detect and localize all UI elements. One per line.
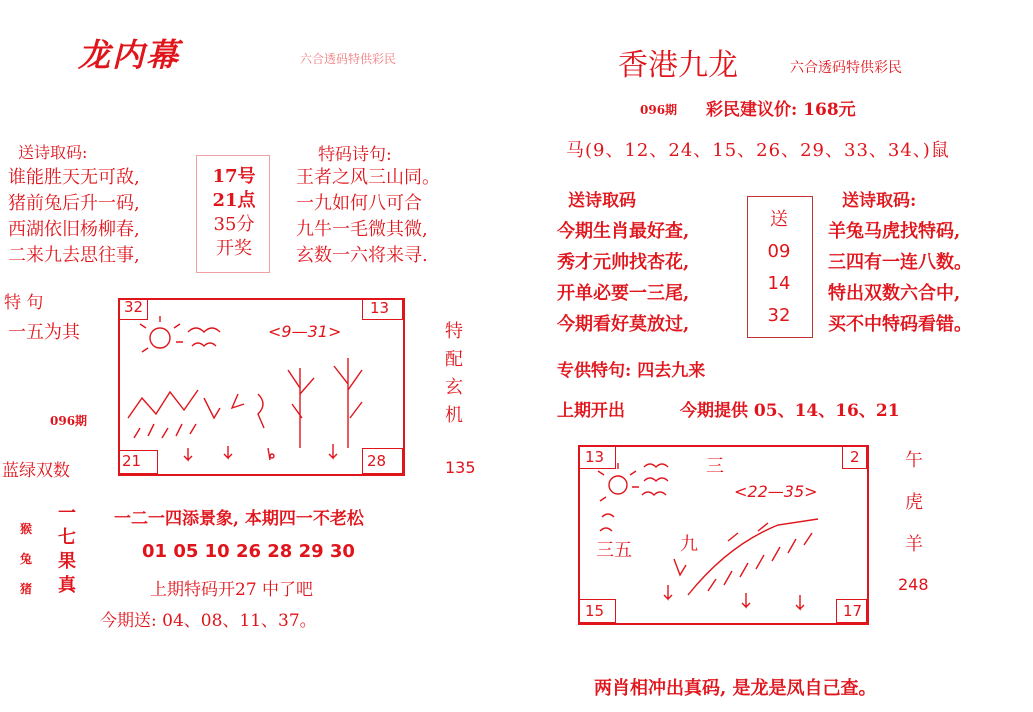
left-corner-bl: 21 xyxy=(122,452,142,470)
animal-char: 七 xyxy=(58,527,76,548)
special-line: 王者之风三山同。 xyxy=(296,167,440,188)
left-title: 龙内幕 xyxy=(78,36,181,74)
right-poem-header-left: 送诗取码 xyxy=(568,191,636,211)
left-side-vertical xyxy=(445,318,463,430)
right-footer: 两肖相冲出真码, 是龙是凤自己查。 xyxy=(594,678,877,699)
left-center-box-text xyxy=(210,165,258,261)
right-corner-tr: 2 xyxy=(850,448,860,466)
right-img-text: <22—35> xyxy=(734,482,818,501)
right-sketch-icon xyxy=(578,445,869,625)
left-special-poem xyxy=(296,165,440,269)
side-char: 特 xyxy=(445,321,463,342)
side-char: 虎 xyxy=(905,492,923,513)
left-poem-line: 谁能胜天无可敌, xyxy=(8,167,140,188)
left-corner-tr: 13 xyxy=(370,299,390,317)
poem-line: 秀才元帅找杏花, xyxy=(557,252,690,273)
left-special-header: 特码诗句: xyxy=(318,145,392,165)
left-te-ju: 特 句 xyxy=(4,293,44,313)
side-char: 配 xyxy=(445,349,463,370)
left-sketch-icon xyxy=(118,298,405,476)
left-numbers: 01 05 10 26 28 29 30 xyxy=(142,541,355,562)
left-yiwu: 一五为其 xyxy=(8,322,80,343)
animal-char: 真 xyxy=(58,575,76,596)
left-animals xyxy=(20,514,32,604)
animal-char: 果 xyxy=(58,551,76,572)
poem-line: 今期看好莫放过, xyxy=(557,314,690,335)
right-poem-header-right: 送诗取码: xyxy=(842,191,917,211)
left-this-issue: 今期送: 04、08、11、37。 xyxy=(100,611,317,631)
draw-label: 开奖 xyxy=(216,238,252,259)
right-side-number: 248 xyxy=(898,575,929,594)
poem-line: 三四有一连八数。 xyxy=(828,252,972,273)
side-char: 机 xyxy=(445,405,463,426)
right-last-open: 上期开出 xyxy=(557,401,625,421)
left-animal-chars xyxy=(58,502,76,598)
left-side-number: 135 xyxy=(445,458,476,477)
right-side-vertical xyxy=(905,440,923,566)
left-corner-br: 28 xyxy=(367,452,387,470)
right-title: 香港九龙 xyxy=(618,48,738,83)
right-poem-left xyxy=(557,216,689,340)
poem-line: 羊兔马虎找特码, xyxy=(828,221,961,242)
right-special-phrase: 专供特句: 四去九来 xyxy=(557,361,706,381)
animal-char: 一 xyxy=(58,503,76,524)
left-title-sub: 六合透码特供彩民 xyxy=(300,52,397,66)
right-issue: 096期 xyxy=(640,103,678,117)
box-label: 送 xyxy=(770,209,788,230)
poem-line: 特出双数六合中, xyxy=(828,283,961,304)
left-poem-line: 猪前兔后升一码, xyxy=(8,193,140,214)
special-line: 玄数一六将来寻. xyxy=(296,245,428,266)
right-zodiac-line: 马(9、12、24、15、26、29、33、34、)鼠 xyxy=(566,140,950,161)
poem-line: 今期生肖最好查, xyxy=(557,221,690,242)
right-img-char-nine: 九 xyxy=(680,534,698,555)
left-poem xyxy=(8,165,140,269)
box-number: 09 xyxy=(767,241,791,262)
left-poem-header: 送诗取码: xyxy=(18,143,88,162)
special-line: 九牛一毛微其微, xyxy=(296,219,428,240)
left-poem-line: 二来九去思往事, xyxy=(8,245,140,266)
special-line: 一九如何八可合 xyxy=(296,193,422,214)
right-corner-tl: 13 xyxy=(585,448,605,466)
side-char: 午 xyxy=(905,450,923,471)
left-last-issue: 上期特码开27 中了吧 xyxy=(150,580,314,600)
right-img-char-mid: 三五 xyxy=(596,540,632,561)
right-price: 彩民建议价: 168元 xyxy=(706,100,856,120)
side-char: 玄 xyxy=(445,377,463,398)
draw-number: 17号 xyxy=(212,166,256,187)
animal: 猴 xyxy=(20,522,33,536)
box-number: 14 xyxy=(767,273,791,294)
poem-line: 买不中特码看错。 xyxy=(828,314,972,335)
right-center-box-text xyxy=(749,204,809,332)
box-number: 32 xyxy=(767,305,791,326)
right-this-offer: 今期提供 05、14、16、21 xyxy=(680,401,900,421)
right-title-sub: 六合透码特供彩民 xyxy=(790,60,902,76)
right-corner-br: 17 xyxy=(843,602,863,620)
animal: 猪 xyxy=(20,582,33,596)
poem-line: 开单必要一三尾, xyxy=(557,283,690,304)
right-img-char-top: 三 xyxy=(706,456,724,477)
left-slogan: 一二一四添景象, 本期四一不老松 xyxy=(114,509,364,529)
draw-minute: 35分 xyxy=(213,214,255,235)
left-poem-line: 西湖依旧杨柳春, xyxy=(8,219,140,240)
animal: 兔 xyxy=(20,552,33,566)
left-corner-tl: 32 xyxy=(124,298,144,316)
side-char: 羊 xyxy=(905,534,923,555)
right-corner-bl: 15 xyxy=(585,602,605,620)
left-issue: 096期 xyxy=(50,414,88,428)
draw-hour: 21点 xyxy=(212,190,256,211)
right-poem-right xyxy=(828,216,972,340)
left-lanlv: 蓝绿双数 xyxy=(2,461,70,481)
left-img-text: <9—31> xyxy=(268,322,342,341)
